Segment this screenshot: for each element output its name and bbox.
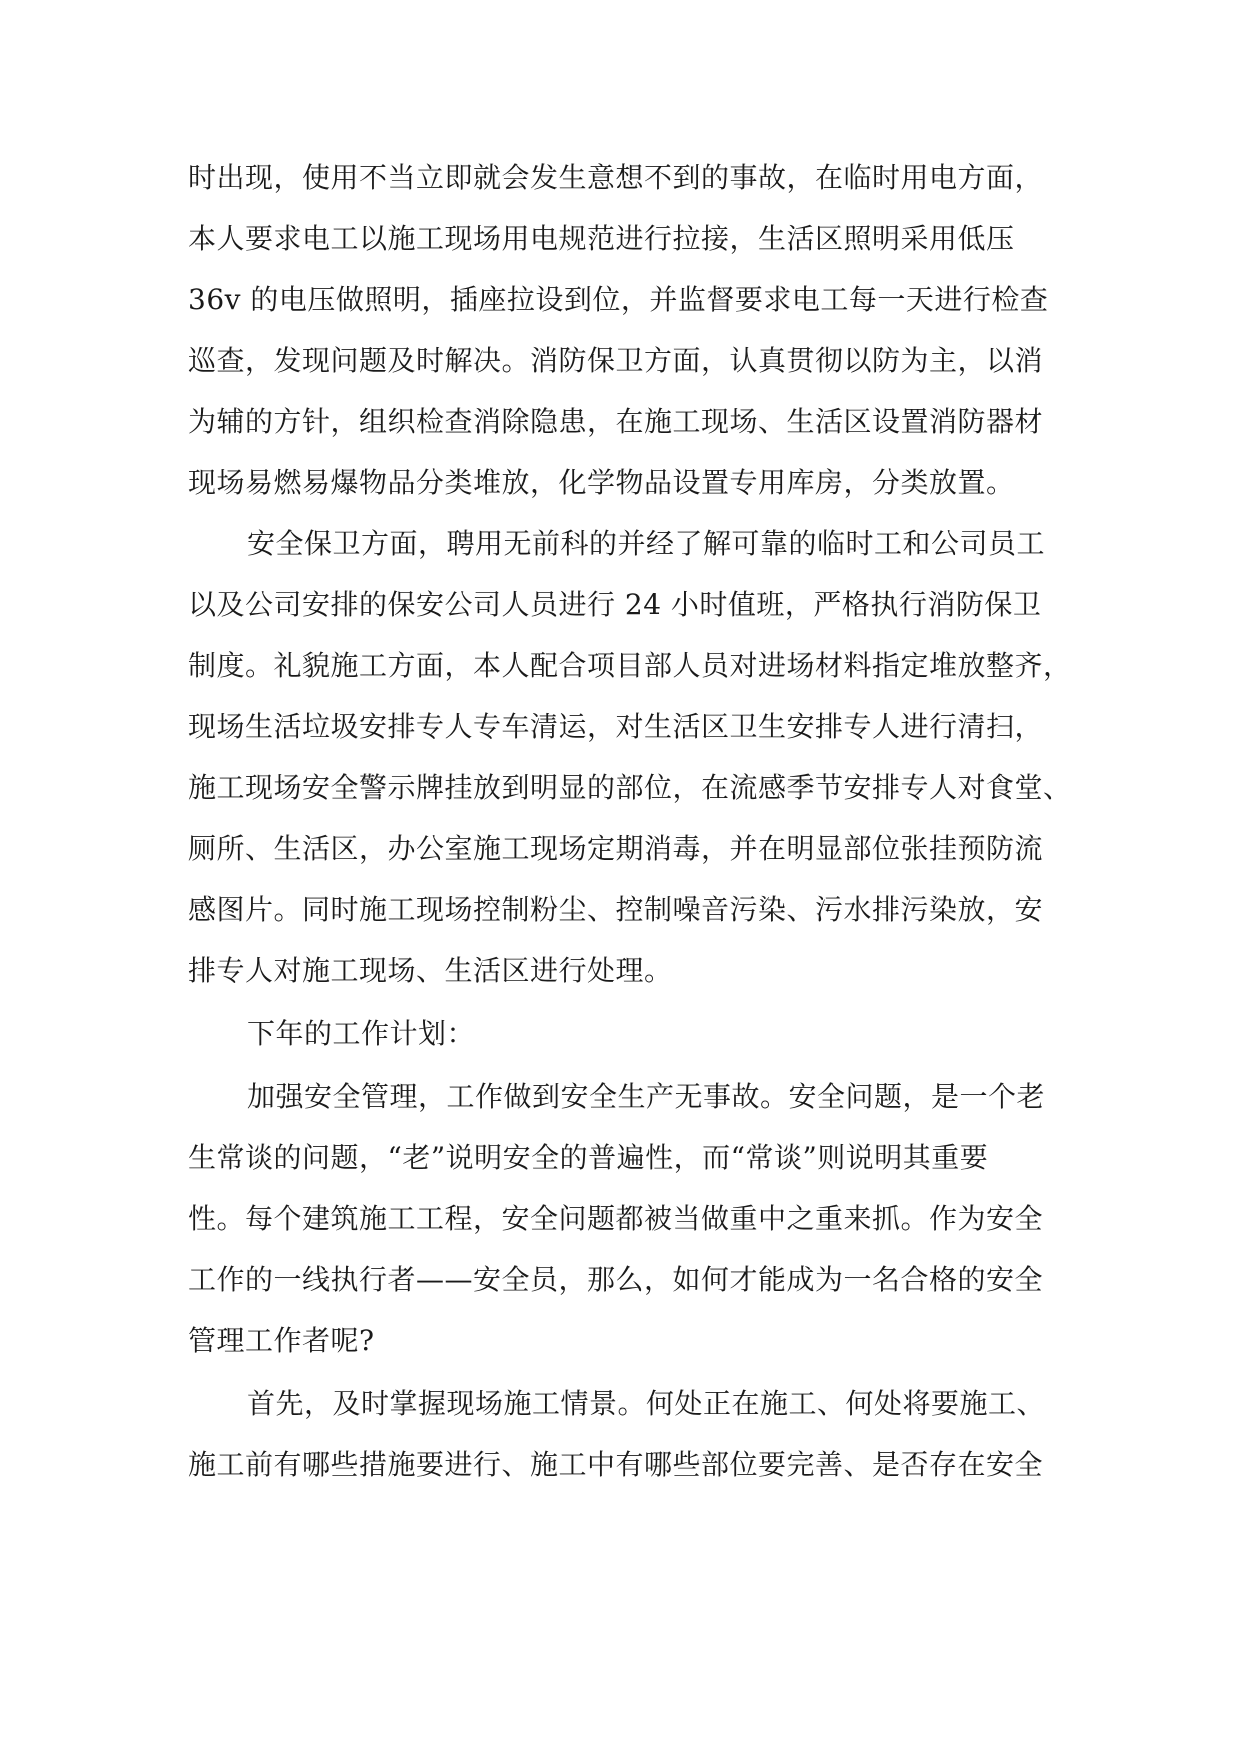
text-line: 36v 的电压做照明，插座拉设到位，并监督要求电工每一天进行检查 <box>188 283 1049 316</box>
text-line: 现场生活垃圾安排专人专车清运，对生活区卫生安排专人进行清扫， <box>188 710 1044 743</box>
paragraph-first-line: 加强安全管理，工作做到安全生产无事故。安全问题，是一个老 <box>247 1080 1046 1113</box>
text-line: 本人要求电工以施工现场用电规范进行拉接，生活区照明采用低压 <box>188 222 1015 255</box>
text-line: 性。每个建筑施工工程，安全问题都被当做重中之重来抓。作为安全 <box>188 1202 1044 1235</box>
paragraph-first-line: 安全保卫方面，聘用无前科的并经了解可靠的临时工和公司员工 <box>247 527 1046 560</box>
paragraph-first-line: 首先，及时掌握现场施工情景。何处正在施工、何处将要施工、 <box>247 1387 1046 1420</box>
section-heading: 下年的工作计划： <box>247 1017 476 1050</box>
text-line: 时出现，使用不当立即就会发生意想不到的事故，在临时用电方面， <box>188 161 1044 194</box>
text-line: 厕所、生活区，办公室施工现场定期消毒，并在明显部位张挂预防流 <box>188 832 1044 865</box>
text-line: 以及公司安排的保安公司人员进行 24 小时值班，严格执行消防保卫 <box>188 588 1042 621</box>
text-line: 巡查，发现问题及时解决。消防保卫方面，认真贯彻以防为主，以消 <box>188 344 1044 377</box>
text-line: 现场易燃易爆物品分类堆放，化学物品设置专用库房，分类放置。 <box>188 466 1015 499</box>
text-line: 制度。礼貌施工方面，本人配合项目部人员对进场材料指定堆放整齐， <box>188 649 1072 682</box>
text-line: 施工现场安全警示牌挂放到明显的部位，在流感季节安排专人对食堂、 <box>188 771 1072 804</box>
text-line: 管理工作者呢? <box>188 1324 375 1357</box>
text-line: 工作的一线执行者——安全员，那么，如何才能成为一名合格的安全 <box>188 1263 1044 1296</box>
text-line: 生常谈的问题，“老”说明安全的普遍性，而“常谈”则说明其重要 <box>188 1141 989 1174</box>
text-line: 感图片。同时施工现场控制粉尘、控制噪音污染、污水排污染放，安 <box>188 893 1044 926</box>
text-line: 为辅的方针，组织检查消除隐患，在施工现场、生活区设置消防器材 <box>188 405 1044 438</box>
text-line: 施工前有哪些措施要进行、施工中有哪些部位要完善、是否存在安全 <box>188 1448 1044 1481</box>
text-line: 排专人对施工现场、生活区进行处理。 <box>188 954 673 987</box>
